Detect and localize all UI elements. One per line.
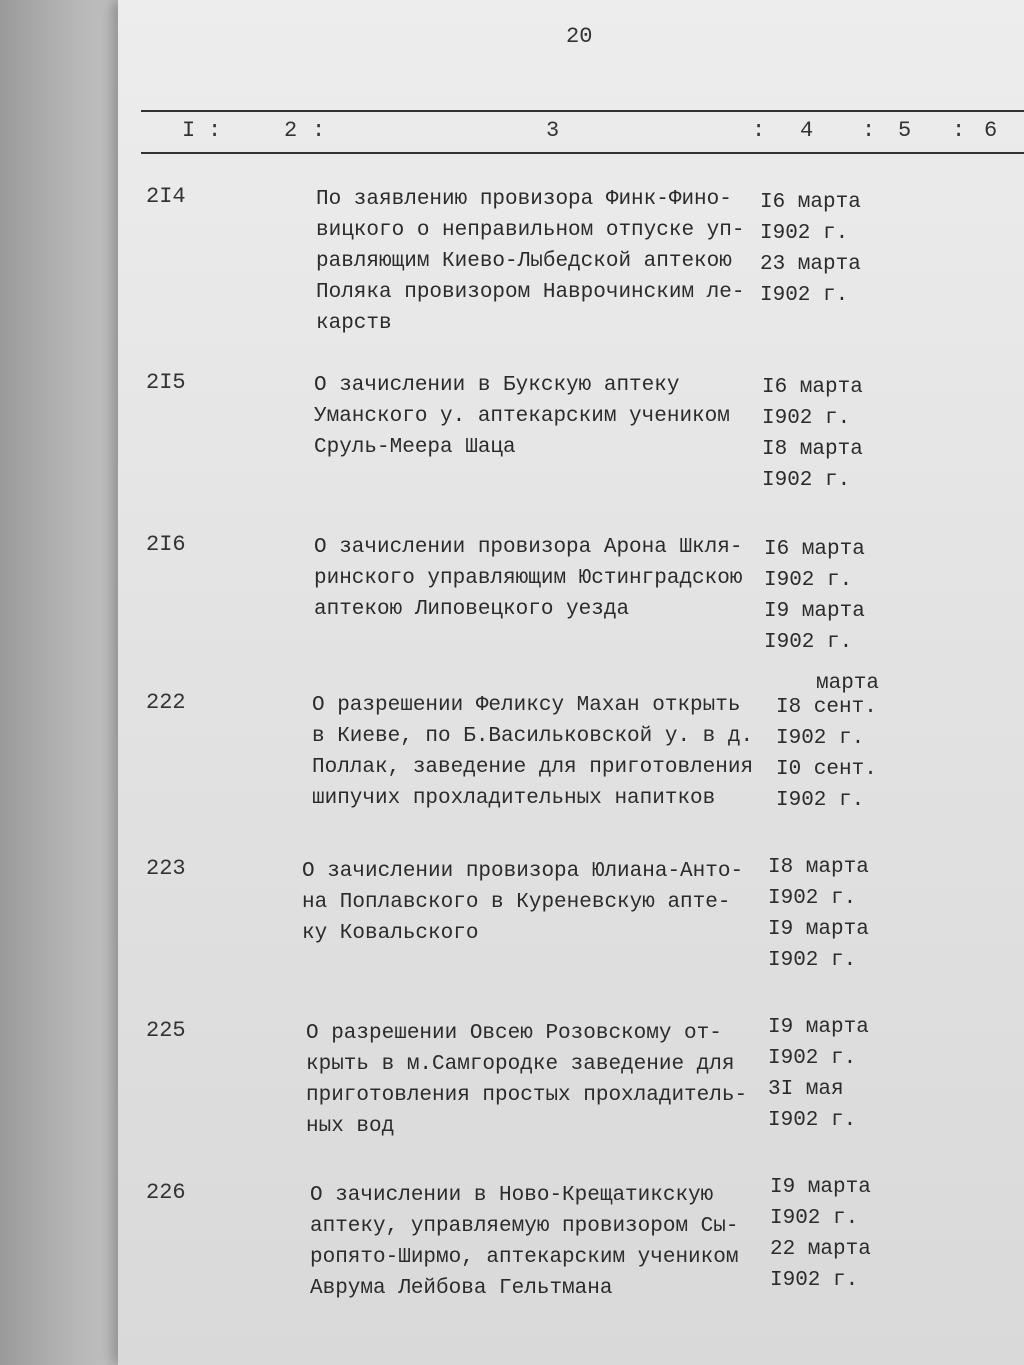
entry-text-line: О зачислении провизора Арона Шкля- <box>314 536 743 559</box>
entry-date: I902 г. <box>768 887 857 910</box>
entry-text-line: Аврума Лейбова Гельтмана <box>310 1277 613 1300</box>
entry-date: I902 г. <box>760 222 849 245</box>
column-separator: : <box>208 118 222 143</box>
entry-description <box>310 1180 780 1304</box>
entry-date: 23 марта <box>760 253 861 276</box>
entry-dates <box>764 534 865 658</box>
entry-date: I9 марта <box>768 918 869 941</box>
entry-text-line: на Поплавского в Куреневскую апте- <box>302 891 731 914</box>
entry-description <box>306 1018 776 1142</box>
entry-date: I902 г. <box>760 284 849 307</box>
entry-date: I902 г. <box>764 631 853 654</box>
entry-dates <box>768 1012 869 1136</box>
entry-date: I6 марта <box>762 376 863 399</box>
entry-text-line: Поляка провизором Наврочинским ле- <box>316 281 745 304</box>
entry-text-line: равляющим Киево-Лыбедской аптекою <box>316 250 732 273</box>
entry-number: 222 <box>146 690 186 715</box>
column-header-5: 5 <box>898 118 912 143</box>
entry-text-line: приготовления простых прохладитель- <box>306 1084 748 1107</box>
column-separator: : <box>952 118 966 143</box>
entry-text-line: ринского управляющим Юстинградскою <box>314 567 743 590</box>
column-header-4: 4 <box>800 118 814 143</box>
entry-date: I9 марта <box>764 600 865 623</box>
entry-text-line: ку Ковальского <box>302 922 479 945</box>
entry-date: I9 марта <box>770 1176 871 1199</box>
entry-text-line: крыть в м.Самгородке заведение для <box>306 1053 735 1076</box>
header-rule-top <box>141 110 1024 112</box>
entry-dates <box>760 187 861 311</box>
entry-text-line: Уманского у. аптекарским учеником <box>314 405 730 428</box>
entry-date: 22 марта <box>770 1238 871 1261</box>
entry-date: I8 марта <box>768 856 869 879</box>
entry-text-line: в Киеве, по Б.Васильковской у. в д. <box>312 725 754 748</box>
entry-number: 2I6 <box>146 532 186 557</box>
column-separator: : <box>862 118 876 143</box>
column-header-1: I <box>182 118 196 143</box>
column-header-2: 2 <box>284 118 298 143</box>
entry-date: I902 г. <box>770 1269 859 1292</box>
entry-date: I8 марта <box>762 438 863 461</box>
entry-dates <box>770 1172 871 1296</box>
entry-date: I902 г. <box>776 727 865 750</box>
entry-text-line: О разрешении Феликсу Махан открыть <box>312 694 741 717</box>
entry-text-line: вицкого о неправильном отпуске уп- <box>316 219 745 242</box>
entry-text-line: карств <box>316 312 392 335</box>
entry-text-line: шипучих прохладительных напитков <box>312 787 716 810</box>
entry-description <box>312 690 782 814</box>
column-header-6: 6 <box>984 118 998 143</box>
entry-date: I902 г. <box>762 469 851 492</box>
entry-text-line: Сруль-Меера Шаца <box>314 436 516 459</box>
entry-text-line: аптеку, управляемую провизором Сы- <box>310 1215 739 1238</box>
entry-date: I902 г. <box>768 949 857 972</box>
entry-date: I902 г. <box>770 1207 859 1230</box>
entry-number: 2I5 <box>146 370 186 395</box>
handwritten-correction: марта <box>816 672 880 695</box>
entry-text-line: аптекою Липовецкого уезда <box>314 598 630 621</box>
adjacent-page-edge <box>0 0 132 1365</box>
entry-description <box>316 184 786 339</box>
entry-number: 225 <box>146 1018 186 1043</box>
entry-date: I902 г. <box>762 407 851 430</box>
entry-date: 3I мая <box>768 1078 844 1101</box>
entry-text-line: О зачислении в Ново-Крещатикскую <box>310 1184 714 1207</box>
entry-date: I6 марта <box>764 538 865 561</box>
entry-dates <box>768 852 869 976</box>
entry-text-line: По заявлению провизора Финк-Фино- <box>316 188 732 211</box>
entry-number: 226 <box>146 1180 186 1205</box>
entry-date: I902 г. <box>776 789 865 812</box>
entry-number: 2I4 <box>146 184 186 209</box>
entry-date: I902 г. <box>768 1047 857 1070</box>
entry-date: I902 г. <box>768 1109 857 1132</box>
entry-date: I8 сент. <box>776 696 877 719</box>
entry-description <box>314 370 784 463</box>
entry-date: I902 г. <box>764 569 853 592</box>
entry-dates <box>762 372 863 496</box>
entry-date: I0 сент. <box>776 758 877 781</box>
column-separator: : <box>312 118 326 143</box>
entry-number: 223 <box>146 856 186 881</box>
entry-dates <box>776 692 877 816</box>
column-separator: : <box>752 118 766 143</box>
entry-date: I6 марта <box>760 191 861 214</box>
entry-description <box>314 532 784 625</box>
entry-text-line: ных вод <box>306 1115 395 1138</box>
page-number: 20 <box>566 24 593 49</box>
entry-text-line: О зачислении в Букскую аптеку <box>314 374 680 397</box>
entry-text-line: ропято-Ширмо, аптекарским учеником <box>310 1246 739 1269</box>
entry-text-line: О разрешении Овсею Розовскому от- <box>306 1022 722 1045</box>
entry-date: I9 марта <box>768 1016 869 1039</box>
entry-description <box>302 856 772 949</box>
entry-text-line: Поллак, заведение для приготовления <box>312 756 754 779</box>
header-rule-bottom <box>141 152 1024 154</box>
column-header-3: 3 <box>546 118 560 143</box>
entry-text-line: О зачислении провизора Юлиана-Анто- <box>302 860 744 883</box>
